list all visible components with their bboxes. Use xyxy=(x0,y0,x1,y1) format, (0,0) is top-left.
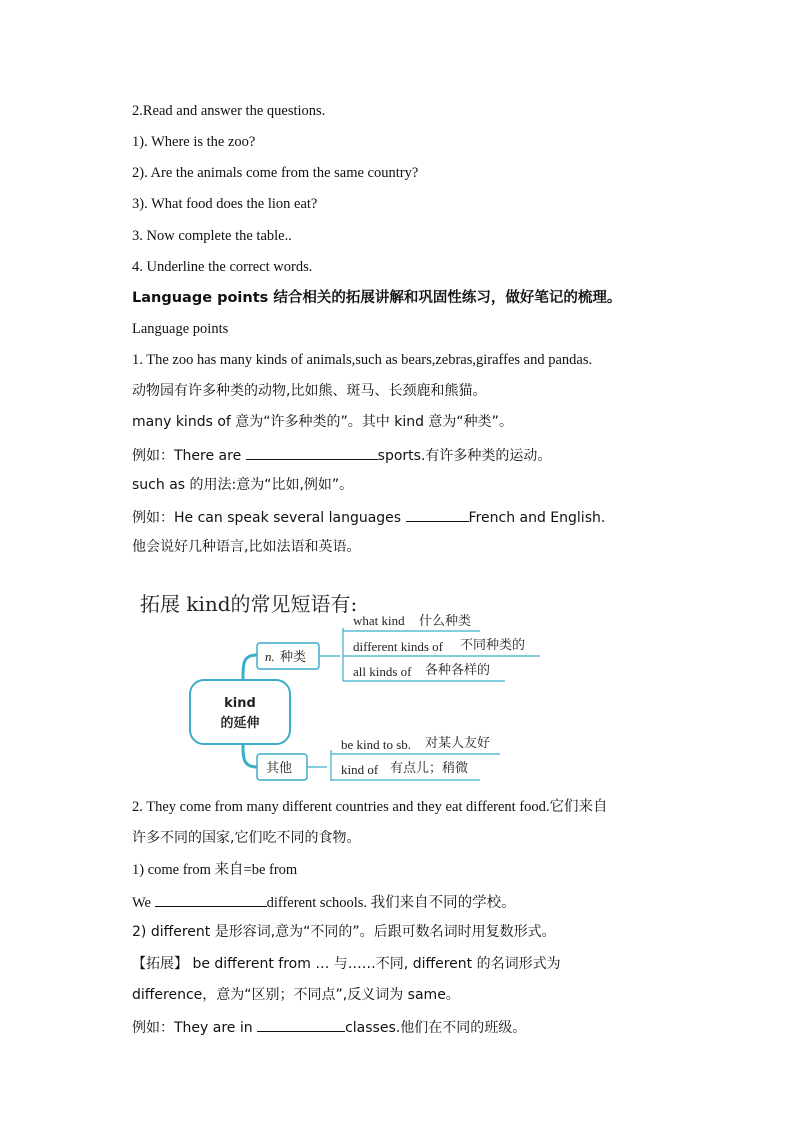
many-kinds-note: many kinds of 意为“许多种类的”。其中 kind 意为“种类”。 xyxy=(132,414,513,430)
point-2-translation: 许多不同的国家,它们吃不同的食物。 xyxy=(132,830,361,846)
item-all-kinds-cn: 各种各样的 xyxy=(425,663,491,678)
center-node-line2: 的延伸 xyxy=(220,716,260,731)
come-from-note: 1) come from 来自=be from xyxy=(132,862,298,878)
answer-blank-4[interactable] xyxy=(257,1017,345,1032)
different-note: 2) different 是形容词,意为“不同的”。后跟可数名词时用复数形式。 xyxy=(132,924,556,940)
question-3: 3). What food does the lion eat? xyxy=(132,196,318,212)
example-3-suffix: different schools. 我们来自不同的学校。 xyxy=(266,895,516,911)
answer-blank-3[interactable] xyxy=(155,892,267,907)
example-1-prefix: 例如：There are xyxy=(132,448,242,464)
item-all-kinds: all kinds of xyxy=(353,664,412,679)
item-be-kind-to: be kind to sb. xyxy=(341,737,412,752)
language-points-label: Language points xyxy=(132,321,229,337)
branch-other-label: 其他 xyxy=(266,761,293,776)
reading-task-heading: 2.Read and answer the questions. xyxy=(132,103,326,119)
example-2 xyxy=(132,507,605,527)
point-1-sentence: 1. The zoo has many kinds of animals,such as bears,zebras,giraffes and pandas. xyxy=(132,352,593,368)
example-3-prefix: We xyxy=(132,895,151,911)
underline-task: 4. Underline the correct words. xyxy=(132,259,313,275)
table-task: 3. Now complete the table.. xyxy=(132,228,292,244)
connector-branch2 xyxy=(243,744,257,767)
point-1-translation: 动物园有许多种类的动物,比如熊、斑马、长颈鹿和熊猫。 xyxy=(132,383,487,399)
connector-branch1 xyxy=(243,655,257,680)
item-be-kind-to-cn: 对某人友好 xyxy=(425,736,491,751)
difference-note: difference，意为“区别；不同点”,反义词为 same。 xyxy=(132,987,460,1003)
language-points-heading: Language points 结合相关的拓展讲解和巩固性练习，做好笔记的梳理。 xyxy=(132,290,622,306)
mind-map-title: 拓展 kind的常见短语有: xyxy=(140,592,358,616)
point-2-sentence: 2. They come from many different countries and they eat different food.它们来自 xyxy=(132,799,608,815)
example-1-suffix: sports.有许多种类的运动。 xyxy=(377,448,552,464)
extension-note: 【拓展】 be different from … 与……不同, different 的名词形式为 xyxy=(132,956,561,972)
answer-blank-1[interactable] xyxy=(246,445,378,460)
example-4-prefix: 例如：They are in xyxy=(132,1020,253,1036)
question-2: 2). Are the animals come from the same country? xyxy=(132,165,419,181)
question-1: 1). Where is the zoo? xyxy=(132,134,256,150)
item-what-kind-cn: 什么种类 xyxy=(419,614,472,629)
example-4 xyxy=(132,1017,526,1037)
example-2-prefix: 例如：He can speak several languages xyxy=(132,510,402,526)
item-different-kinds: different kinds of xyxy=(353,639,444,654)
item-kind-of: kind of xyxy=(341,762,379,777)
answer-blank-2[interactable] xyxy=(406,507,469,522)
example-1 xyxy=(132,445,551,465)
center-node-line1: kind xyxy=(224,696,256,711)
example-4-suffix: classes.他们在不同的班级。 xyxy=(345,1020,527,1036)
item-kind-of-cn: 有点儿；稍微 xyxy=(390,761,469,776)
item-what-kind: what kind xyxy=(353,613,405,628)
item-different-kinds-cn: 不同种类的 xyxy=(460,638,526,653)
branch-noun-label: 种类 xyxy=(280,650,307,665)
branch-noun-pos: n. xyxy=(265,649,275,664)
example-2-translation: 他会说好几种语言,比如法语和英语。 xyxy=(132,539,361,555)
center-node xyxy=(190,680,290,744)
example-2-suffix: French and English. xyxy=(468,510,606,526)
example-3 xyxy=(132,892,516,912)
such-as-note: such as 的用法:意为“比如,例如”。 xyxy=(132,477,354,493)
kind-mind-map xyxy=(135,583,545,783)
